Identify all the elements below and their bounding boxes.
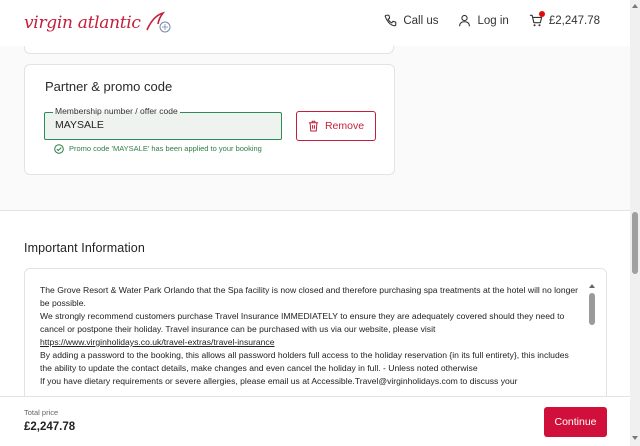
remove-label: Remove (324, 120, 365, 132)
login-link[interactable] (458, 14, 508, 27)
login-label: Log in (477, 14, 509, 27)
important-information-title: Important Information (24, 241, 145, 255)
main-content (0, 46, 630, 396)
previous-card (24, 46, 394, 54)
total-price-label: Total price (24, 408, 59, 417)
scroll-up-arrow-icon[interactable] (589, 284, 595, 288)
offer-code-field[interactable] (44, 106, 282, 140)
info-paragraph-dietary: If you have dietary requirements or severe allergies, please email us at Accessible.Travel@virginholidays.com to discuss your (40, 376, 518, 386)
basket-total: £2,247.78 (548, 14, 600, 27)
page-scrollbar[interactable] (630, 0, 640, 446)
remove-promo-button[interactable] (296, 111, 376, 141)
basket-badge (539, 11, 545, 17)
phone-icon (384, 14, 397, 27)
info-paragraph-spa: The Grove Resort & Water Park Orlando that the Spa facility is now closed and therefore purchasing spa treatments at the hotel will no longer be possible. (40, 285, 579, 308)
basket-link[interactable] (529, 14, 600, 27)
header-nav (384, 14, 600, 27)
partner-promo-card (24, 64, 395, 175)
page-scroll-thumb[interactable] (632, 212, 638, 274)
logo-wordmark: virgin atlantic (24, 13, 141, 33)
info-paragraph-insurance: We strongly recommend customers purchase Travel Insurance IMMEDIATELY to ensure they are adequately covered should they need to cancel or postpone their holiday. Travel insurance can be purchased with us via our website, please visit (40, 311, 565, 334)
important-information-section (0, 211, 630, 396)
check-circle-icon (54, 144, 64, 154)
user-icon (458, 14, 471, 27)
virgin-atlantic-logo[interactable] (24, 10, 175, 36)
total-price-value: £2,247.78 (24, 421, 76, 433)
offer-code-label: Membership number / offer code (55, 106, 178, 116)
info-box-scroll-thumb[interactable] (589, 293, 595, 325)
promo-success-text: Promo code 'MAYSALE' has been applied to your booking (69, 144, 262, 153)
important-information-text (40, 284, 580, 388)
promo-card-title: Partner & promo code (45, 79, 173, 94)
basket-icon-wrap (529, 14, 543, 27)
call-us-link[interactable] (384, 14, 438, 27)
logo-emblem-icon (145, 10, 175, 36)
info-box-scrollbar[interactable] (589, 284, 595, 396)
offer-code-input[interactable] (55, 119, 255, 131)
page-scroll-up-arrow-icon[interactable] (632, 4, 638, 8)
site-header (0, 0, 630, 46)
important-information-box[interactable] (24, 268, 607, 396)
call-us-label: Call us (403, 14, 439, 27)
price-footer (0, 396, 630, 446)
info-paragraph-password: By adding a password to the booking, this allows all password holders full access to the holiday reservation {in its full entirety}, this includes the ability to update the contact details, make changes and even cancel the holiday in full. - Unless noted otherwise (40, 350, 569, 373)
page-scroll-down-arrow-icon[interactable] (632, 436, 638, 440)
travel-insurance-link[interactable]: https://www.virginholidays.co.uk/travel-extras/travel-insurance (40, 337, 275, 347)
trash-icon (308, 120, 319, 132)
continue-button[interactable]: Continue (544, 407, 607, 437)
promo-success-message (54, 144, 274, 154)
